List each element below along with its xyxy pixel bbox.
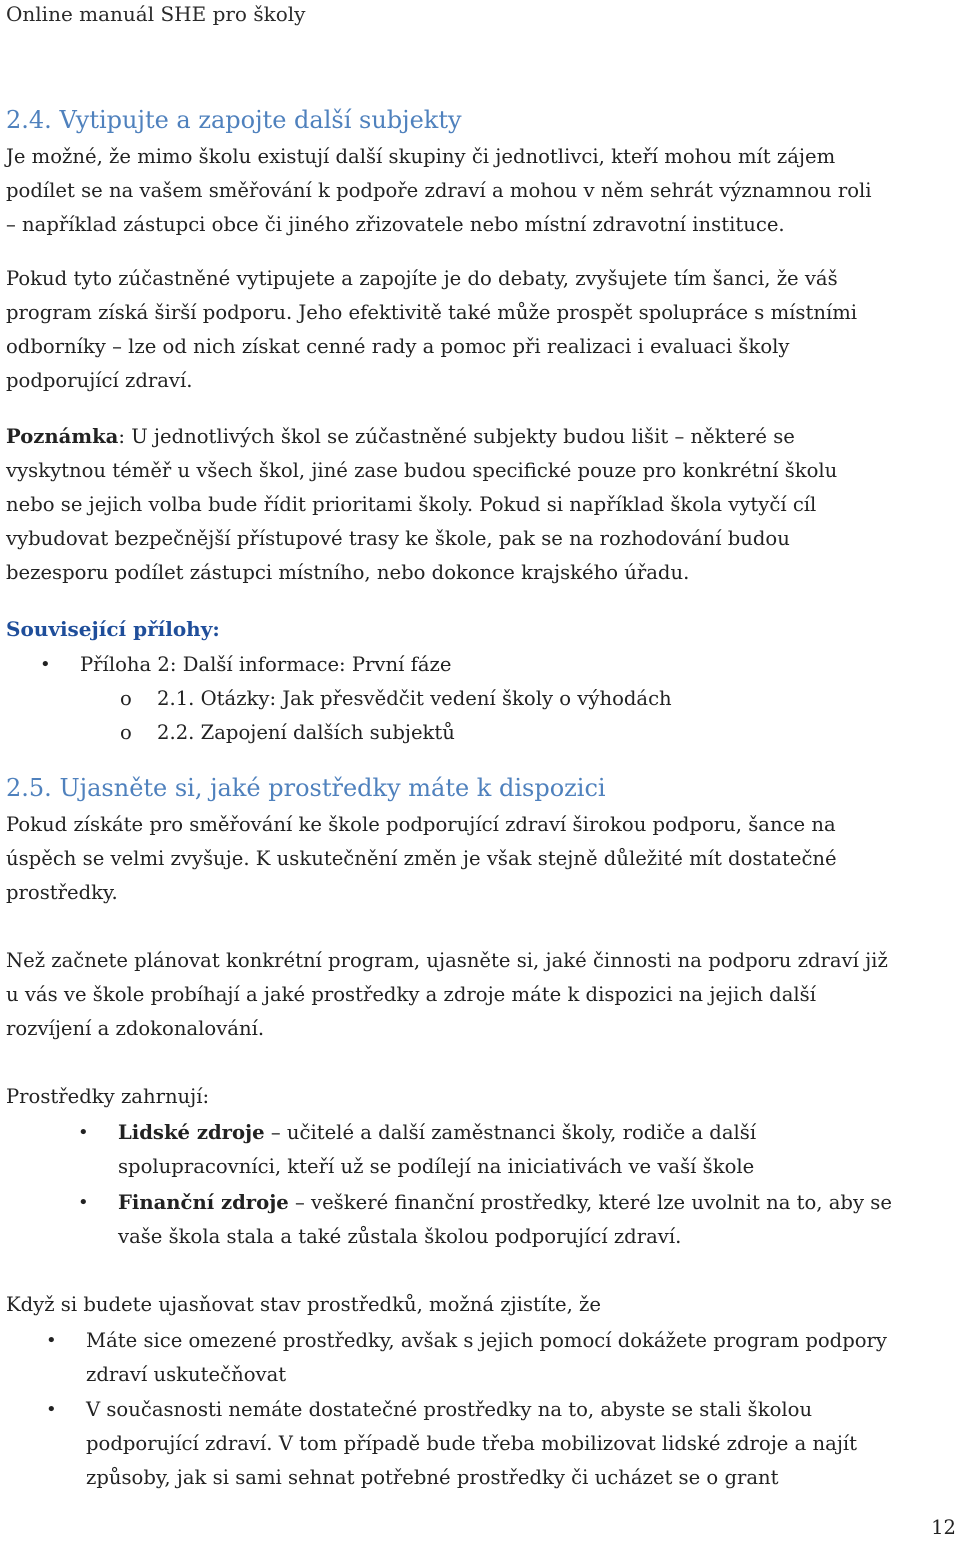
list-item-resource <box>78 1116 956 1184</box>
page-number: 12 <box>931 1516 956 1539</box>
text-line: vaše škola stala a také zůstala školou podporující zdraví. <box>118 1225 682 1248</box>
attachment-sublink[interactable]: 2.2. Zapojení dalších subjektů <box>157 721 455 744</box>
note-text: : U jednotlivých škol se zúčastněné subjekty budou lišit – některé se <box>118 425 795 448</box>
text-line: nebo se jejich volba bude řídit prioritami školy. Pokud si například škola vytyčí cíl <box>6 493 817 516</box>
text-line <box>118 1116 956 1150</box>
attachment-subitem[interactable] <box>120 682 672 716</box>
text-line: podílet se na vašem směřování k podpoře zdraví a mohou v něm sehrát významnou roli <box>6 179 872 202</box>
circle-bullet-icon: o <box>120 721 132 744</box>
resource-text: – učitelé a další zaměstnanci školy, rodiče a další <box>264 1121 757 1144</box>
attachment-subitem[interactable] <box>120 716 455 750</box>
running-header: Online manuál SHE pro školy <box>6 2 306 26</box>
text-line: podporující zdraví. <box>6 369 193 392</box>
circle-bullet-icon: o <box>120 687 132 710</box>
text-line: – například zástupci obce či jiného zřizovatele nebo místní zdravotní instituce. <box>6 213 785 236</box>
text-line: podporující zdraví. V tom případě bude třeba mobilizovat lidské zdroje a najít <box>86 1432 858 1455</box>
attachment-sublink[interactable]: 2.1. Otázky: Jak přesvědčit vedení školy o výhodách <box>157 687 672 710</box>
text-line: úspěch se velmi zvyšuje. K uskutečnění změn je však stejně důležité mít dostatečné <box>6 847 837 870</box>
bullet-icon: • <box>78 1192 89 1213</box>
text-line: u vás ve škole probíhají a jaké prostředky a zdroje máte k dispozici na jejich další <box>6 983 816 1006</box>
attachments-heading: Související přílohy: <box>6 617 220 641</box>
attachment-item[interactable] <box>40 648 452 682</box>
text-line: prostředky. <box>6 881 118 904</box>
resource-title: Finanční zdroje <box>118 1191 289 1214</box>
list-item-resource <box>78 1186 956 1254</box>
bullet-icon: • <box>40 654 51 675</box>
paragraph-planning <box>6 944 956 1046</box>
bullet-icon: • <box>46 1399 57 1420</box>
text-line: Pokud tyto zúčastněné vytipujete a zapojíte je do debaty, zvyšujete tím šanci, že váš <box>6 267 838 290</box>
paragraph-stakeholders <box>6 262 956 398</box>
section-2-4-heading <box>6 105 462 135</box>
findings-intro: Když si budete ujasňovat stav prostředků, možná zjistíte, že <box>6 1293 601 1316</box>
text-line <box>118 1186 956 1220</box>
text-line: Pokud získáte pro směřování ke škole podporující zdraví širokou podporu, šance na <box>6 813 836 836</box>
bullet-icon: • <box>46 1330 57 1351</box>
bullet-icon: • <box>78 1122 89 1143</box>
resource-title: Lidské zdroje <box>118 1121 265 1144</box>
text-line: vybudovat bezpečnější přístupové trasy ke škole, pak se na rozhodování budou <box>6 527 790 550</box>
attachment-link[interactable]: Příloha 2: Další informace: První fáze <box>80 653 452 676</box>
resources-intro: Prostředky zahrnují: <box>6 1085 210 1108</box>
section-2-5-heading <box>6 773 606 803</box>
text-line: program získá širší podporu. Jeho efektivitě také může prospět spolupráce s místními <box>6 301 858 324</box>
list-item-finding <box>46 1324 956 1392</box>
text-line: rozvíjení a zdokonalování. <box>6 1017 265 1040</box>
section-title: Vytipujte a zapojte další subjekty <box>59 106 462 134</box>
paragraph-note <box>6 420 956 590</box>
text-line: Než začnete plánovat konkrétní program, ujasněte si, jaké činnosti na podporu zdraví již <box>6 949 888 972</box>
section-title: Ujasněte si, jaké prostředky máte k dispozici <box>59 774 606 802</box>
resource-text: – veškeré finanční prostředky, které lze uvolnit na to, aby se <box>288 1191 892 1214</box>
text-line: způsoby, jak si sami sehnat potřebné prostředky či ucházet se o grant <box>86 1466 779 1489</box>
text-line <box>6 420 956 454</box>
section-number: 2.4. <box>6 106 52 134</box>
list-item-finding <box>46 1393 956 1495</box>
paragraph-subjects <box>6 140 956 242</box>
text-line: zdraví uskutečňovat <box>86 1363 287 1386</box>
text-line: vyskytnou téměř u všech škol, jiné zase budou specifické pouze pro konkrétní školu <box>6 459 838 482</box>
text-line: Máte sice omezené prostředky, avšak s jejich pomocí dokážete program podpory <box>86 1329 887 1352</box>
section-number: 2.5. <box>6 774 52 802</box>
paragraph-support <box>6 808 956 910</box>
note-label: Poznámka <box>6 425 119 448</box>
text-line: spolupracovníci, kteří už se podílejí na iniciativách ve vaší škole <box>118 1155 755 1178</box>
text-line: bezesporu podílet zástupci místního, nebo dokonce krajského úřadu. <box>6 561 690 584</box>
text-line: Je možné, že mimo školu existují další skupiny či jednotlivci, kteří mohou mít zájem <box>6 145 836 168</box>
text-line: V současnosti nemáte dostatečné prostředky na to, abyste se stali školou <box>86 1398 813 1421</box>
text-line: odborníky – lze od nich získat cenné rady a pomoc při realizaci i evaluaci školy <box>6 335 790 358</box>
